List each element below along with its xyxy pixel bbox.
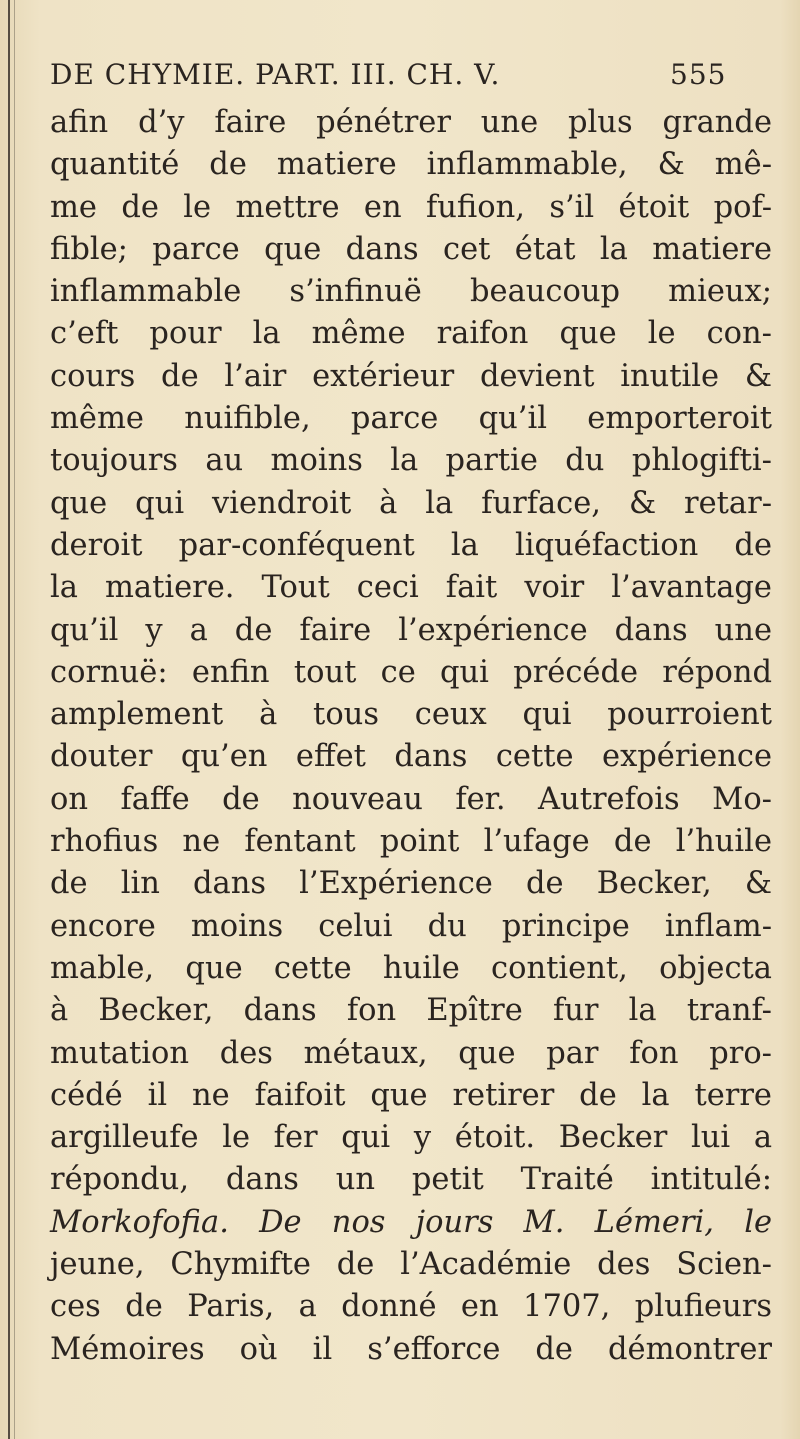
text-line: encore moins celui du principe inflam- — [50, 908, 772, 944]
text-line: quantité de matiere inflammable, & mê- — [50, 147, 772, 183]
running-header — [50, 58, 770, 98]
text-line: amplement à tous ceux qui pourroient — [50, 697, 772, 733]
text-line: rhofius ne fentant point l’ufage de l’huile — [50, 824, 772, 860]
text-line: que qui viendroit à la furface, & retar- — [50, 485, 772, 521]
text-line: cornuë: enfin tout ce qui précéde répond — [50, 654, 772, 690]
text-line: mutation des métaux, que par fon pro- — [50, 1035, 772, 1071]
text-line: afin d’y faire pénétrer une plus grande — [50, 105, 772, 140]
text-line: qu’il y a de faire l’expérience dans une — [50, 612, 772, 648]
text-line: la matiere. Tout ceci fait voir l’avantage — [50, 570, 772, 606]
body-text — [50, 102, 772, 1371]
text-line: argilleufe le fer qui y étoit. Becker lui a — [50, 1120, 772, 1156]
text-line: à Becker, dans fon Epître fur la tranf- — [50, 993, 772, 1029]
text-line: toujours au moins la partie du phlogifti- — [50, 443, 772, 479]
text-line: deroit par-conféquent la liquéfaction de — [50, 527, 772, 563]
text-line: Morkofofia. De nos jours M. Lémeri, le — [50, 1204, 772, 1240]
text-line: répondu, dans un petit Traité intitulé: — [50, 1162, 772, 1198]
text-line: fible; parce que dans cet état la matiere — [50, 231, 772, 267]
page-number: 555 — [670, 58, 727, 91]
text-line: cours de l’air extérieur devient inutile & — [50, 358, 772, 394]
page-binding-shadow — [14, 0, 15, 1439]
text-line: de lin dans l’Expérience de Becker, & — [50, 866, 772, 902]
text-line: cédé il ne faifoit que retirer de la terre — [50, 1077, 772, 1113]
page-binding-edge — [8, 0, 10, 1439]
text-line: douter qu’en effet dans cette expérience — [50, 739, 772, 775]
text-line: on faffe de nouveau fer. Autrefois Mo- — [50, 781, 772, 817]
text-line: ces de Paris, a donné en 1707, plufieurs — [50, 1289, 772, 1325]
text-line: inflammable s’infinuë beaucoup mieux; — [50, 274, 772, 310]
running-title: DE CHYMIE. PART. III. CH. V. — [50, 58, 501, 91]
text-line: mable, que cette huile contient, objecta — [50, 950, 772, 986]
text-line: c’eft pour la même raifon que le con- — [50, 316, 772, 352]
text-line: Mémoires où il s’efforce de démontrer — [50, 1331, 772, 1367]
text-line: me de le mettre en fufion, s’il étoit pof- — [50, 189, 772, 225]
text-line: jeune, Chymifte de l’Académie des Scien- — [50, 1247, 772, 1283]
text-line: même nuifible, parce qu’il emporteroit — [50, 401, 772, 437]
